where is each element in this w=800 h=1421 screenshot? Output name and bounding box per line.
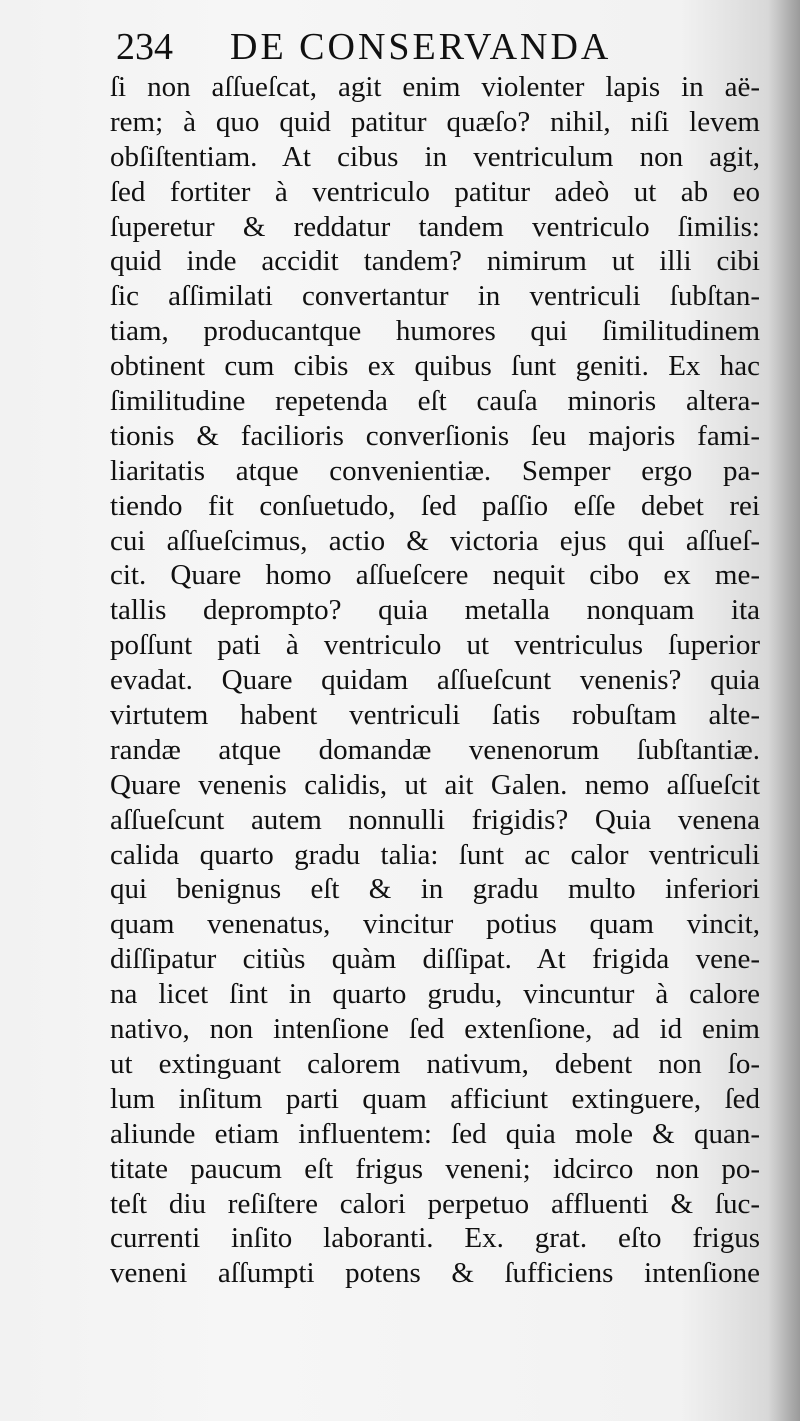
text-line: rem; à quo quid patitur quæſo? nihil, niſi levem (110, 105, 760, 138)
text-line: titate paucum eſt frigus veneni; idcirco non po- (110, 1152, 760, 1185)
text-line: evadat. Quare quidam aſſueſcunt venenis? quia (110, 664, 760, 697)
text-line: quam venenatus, vincitur potius quam vincit, (110, 908, 760, 941)
text-line: obſiſtentiam. At cibus in ventriculum non agit, (110, 140, 760, 173)
text-line: quid inde accidit tandem? nimirum ut illi cibi (110, 245, 760, 278)
text-line: randæ atque domandæ venenorum ſubſtantiæ. (110, 733, 760, 766)
text-line: qui benignus eſt & in gradu multo inferiori (110, 873, 760, 906)
text-line: virtutem habent ventriculi ſatis robuſtam alte- (110, 699, 760, 732)
text-line: teſt diu reſiſtere calori perpetuo affluenti & ſuc- (110, 1187, 760, 1220)
text-line: ſi non aſſueſcat, agit enim violenter lapis in aë- (110, 71, 760, 103)
text-line: poſſunt pati à ventriculo ut ventriculus ſuperior (110, 629, 760, 662)
text-line: diſſipatur citiùs quàm diſſipat. At frigida vene- (110, 943, 760, 976)
text-line: cit. Quare homo aſſueſcere nequit cibo ex me- (110, 559, 760, 592)
text-line: liaritatis atque convenientiæ. Semper ergo pa- (110, 454, 760, 487)
text-line: ut extinguant calorem nativum, debent non ſo- (110, 1047, 760, 1080)
text-line: obtinent cum cibis ex quibus ſunt geniti. Ex hac (110, 350, 760, 383)
running-title: DE CONSERVANDA (230, 26, 612, 68)
text-line: veneni aſſumpti potens & ſufficiens intenſione (110, 1257, 760, 1290)
text-line: ſic aſſimilati convertantur in ventriculi ſubſtan- (110, 280, 760, 313)
text-line: na licet ſint in quarto grudu, vincuntur à calore (110, 978, 760, 1011)
text-line: tiendo fit conſuetudo, ſed paſſio eſſe debet rei (110, 489, 760, 522)
text-line: aſſueſcunt autem nonnulli frigidis? Quia venena (110, 803, 760, 836)
text-line: tionis & facilioris converſionis ſeu majoris fami- (110, 419, 760, 452)
text-line: cui aſſueſcimus, actio & victoria ejus qui aſſueſ- (110, 524, 760, 557)
body-text (110, 70, 760, 1291)
text-line: nativo, non intenſione ſed extenſione, ad id enim (110, 1013, 760, 1046)
text-line: tallis deprompto? quia metalla nonquam ita (110, 594, 760, 627)
text-line: Quare venenis calidis, ut ait Galen. nemo aſſueſcit (110, 768, 760, 801)
text-line: currenti inſito laboranti. Ex. grat. eſto frigus (110, 1222, 760, 1255)
text-line: aliunde etiam influentem: ſed quia mole & quan- (110, 1117, 760, 1150)
text-line: tiam, producantque humores qui ſimilitudinem (110, 315, 760, 348)
page-header (112, 22, 672, 72)
text-line: lum inſitum parti quam afficiunt extinguere, ſed (110, 1082, 760, 1115)
text-line: ſed fortiter à ventriculo patitur adeò ut ab eo (110, 175, 760, 208)
text-line: ſuperetur & reddatur tandem ventriculo ſimilis: (110, 210, 760, 243)
page-number: 234 (116, 26, 173, 68)
text-line: ſimilitudine repetenda eſt cauſa minoris altera- (110, 385, 760, 418)
text-line: calida quarto gradu talia: ſunt ac calor ventriculi (110, 838, 760, 871)
